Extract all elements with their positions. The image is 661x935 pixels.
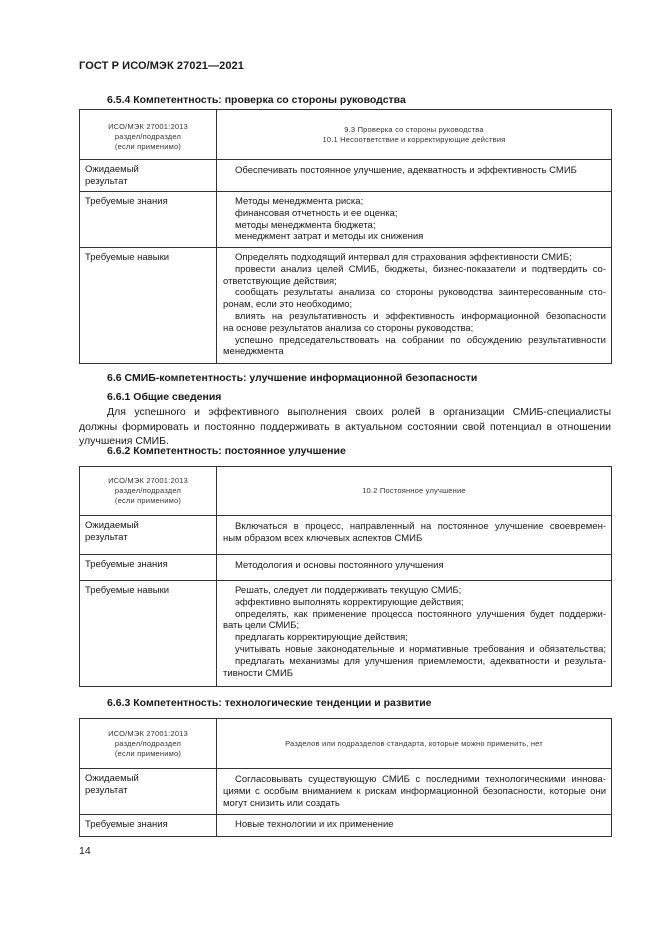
row-label-line: Требуемые знания xyxy=(85,559,168,570)
table-row-required-knowledge xyxy=(80,192,612,248)
header-label-line: раздел/подраздел xyxy=(114,739,182,748)
table-header-row xyxy=(80,719,612,769)
row-content xyxy=(217,555,612,581)
row-content xyxy=(217,248,612,364)
row-label-line: Ожидаемый xyxy=(85,164,139,175)
content-line: тивности СМИБ xyxy=(223,667,294,679)
content-line: успешно председательствовать на собрании по обсуждению результативности xyxy=(235,334,606,346)
paragraph-line: улучшения СМИБ. xyxy=(79,435,169,447)
content-line: ным образом всех ключевых аспектов СМИБ xyxy=(223,532,423,544)
content-line: финансовая отчетность и ее оценка; xyxy=(235,207,398,219)
content-line: определять, как применение процесса постоянного улучшения будет поддержи- xyxy=(235,608,606,620)
row-content xyxy=(217,160,612,192)
row-label-line: Требуемые знания xyxy=(85,196,168,207)
content-line: на основе результатов анализа со стороны руководства; xyxy=(223,322,474,334)
paragraph-line: должны формировать и постоянно поддерживать в актуальном состоянии свой потенциал в отношении xyxy=(79,420,611,433)
table-row-required-knowledge xyxy=(80,555,612,581)
clause-reference-cell xyxy=(217,719,612,769)
table-header-row xyxy=(80,467,612,516)
content-line: Согласовывать существующую СМИБ с последними технологическими иннова- xyxy=(235,774,606,785)
table-header-row xyxy=(80,110,612,160)
row-label-line: результат xyxy=(85,176,128,187)
content-line: предлагать механизмы для улучшения приемлемости, адекватности и результа- xyxy=(235,655,606,667)
content-line: Методология и основы постоянного улучшения xyxy=(235,560,444,571)
row-content xyxy=(217,516,612,555)
content-line: влиять на результативность и эффективность информационной безопасности xyxy=(235,310,606,322)
table-row-expected-result xyxy=(80,160,612,192)
row-label-line: результат xyxy=(85,532,128,543)
content-line: циями с особым вниманием к рискам информационной безопасности, которые они xyxy=(223,785,606,797)
row-label-line: Требуемые навыки xyxy=(85,585,170,596)
row-label-line: результат xyxy=(85,785,128,796)
clause-reference: Разделов или подразделов стандарта, которые можно применить, нет xyxy=(285,738,543,748)
content-line: Новые технологии и их применение xyxy=(235,819,394,830)
competence-table-6-5-4 xyxy=(79,109,612,364)
content-line: менеджмент затрат и методы их снижения xyxy=(235,231,424,243)
row-label xyxy=(80,160,217,192)
table-row-expected-result xyxy=(80,769,612,815)
page-number: 14 xyxy=(79,845,91,857)
clause-reference: 9.3 Проверка со стороны руководства xyxy=(344,125,484,134)
row-label xyxy=(80,516,217,555)
header-label-line: раздел/подраздел xyxy=(114,132,182,141)
section-heading-6-5-4: 6.5.4 Компетентность: проверка со стороны руководства xyxy=(107,94,406,106)
row-label xyxy=(80,192,217,248)
table-row-required-skills xyxy=(80,248,612,364)
header-label-line: (если применимо) xyxy=(114,749,182,758)
content-line: могут снизить или создать xyxy=(223,797,340,809)
content-line: учитывать новые законодательные и нормативные требования и обязательства; xyxy=(235,643,606,655)
row-label xyxy=(80,248,217,364)
header-label-line: ИСО/МЭК 27001:2013 xyxy=(108,729,188,738)
clause-reference-cell xyxy=(217,467,612,516)
row-label xyxy=(80,581,217,687)
row-label-line: Требуемые знания xyxy=(85,819,168,830)
standard-clause-header xyxy=(80,110,217,160)
content-line: вать цели СМИБ; xyxy=(223,620,300,632)
standard-clause-header xyxy=(80,467,217,516)
content-line: сообщать результаты анализа со стороны руководства заинтересованным сто- xyxy=(235,287,606,299)
row-label xyxy=(80,769,217,815)
row-label xyxy=(80,815,217,837)
content-line: Определять подходящий интервал для страхования эффективности СМИБ; xyxy=(235,252,572,263)
subsection-heading-6-6-1: 6.6.1 Общие сведения xyxy=(107,391,222,403)
row-label xyxy=(80,555,217,581)
content-line: эффективно выполнять корректирующие действия; xyxy=(235,596,464,608)
content-line: предлагать корректирующие действия; xyxy=(235,632,408,644)
content-line: ронам, если это необходимо; xyxy=(223,299,353,311)
table-row-required-skills xyxy=(80,581,612,687)
paragraph-line: Для успешного и эффективного выполнения своих ролей в организации СМИБ-специалисты xyxy=(107,406,611,418)
row-content xyxy=(217,581,612,687)
competence-table-6-6-2 xyxy=(79,466,612,687)
competence-table-6-6-3 xyxy=(79,718,612,837)
standard-clause-header xyxy=(80,719,217,769)
content-line: Обеспечивать постоянное улучшение, адекватность и эффективность СМИБ xyxy=(235,165,577,176)
row-content xyxy=(217,769,612,815)
header-label-line: ИСО/МЭК 27001:2013 xyxy=(108,122,188,131)
row-label-line: Ожидаемый xyxy=(85,520,139,531)
section-heading-6-6: 6.6 СМИБ-компетентность: улучшение информационной безопасности xyxy=(107,372,478,384)
content-line: методы менеджмента бюджета; xyxy=(235,219,376,231)
row-label-line: Ожидаемый xyxy=(85,773,139,784)
row-label-line: Требуемые навыки xyxy=(85,252,170,263)
clause-reference: 10.2 Постоянное улучшение xyxy=(362,486,466,495)
table-row-expected-result xyxy=(80,516,612,555)
content-line: Включаться в процесс, направленный на постоянное улучшение своевремен- xyxy=(235,521,606,532)
content-line: Методы менеджмента риска; xyxy=(235,196,364,207)
content-line: Решать, следует ли поддерживать текущую СМИБ; xyxy=(235,585,462,596)
section-heading-6-6-2: 6.6.2 Компетентность: постоянное улучшение xyxy=(107,445,346,457)
clause-reference-cell xyxy=(217,110,612,160)
content-line: менеджмента xyxy=(223,346,284,358)
row-content xyxy=(217,815,612,837)
row-content xyxy=(217,192,612,248)
content-line: ответствующие действия; xyxy=(223,275,337,287)
content-line: провести анализ целей СМИБ, бюджеты, бизнес-показатели и подтвердить со- xyxy=(235,263,606,275)
header-label-line: раздел/подраздел xyxy=(114,486,182,495)
section-heading-6-6-3: 6.6.3 Компетентность: технологические тенденции и развитие xyxy=(107,697,432,709)
clause-reference: 10.1 Несоответствие и корректирующие действия xyxy=(322,135,506,144)
header-label-line: (если применимо) xyxy=(114,496,182,505)
header-label-line: (если применимо) xyxy=(114,142,182,151)
paragraph-general-information xyxy=(79,405,611,449)
table-row-required-knowledge xyxy=(80,815,612,837)
document-title: ГОСТ Р ИСО/МЭК 27021—2021 xyxy=(79,60,244,72)
header-label-line: ИСО/МЭК 27001:2013 xyxy=(108,476,188,485)
